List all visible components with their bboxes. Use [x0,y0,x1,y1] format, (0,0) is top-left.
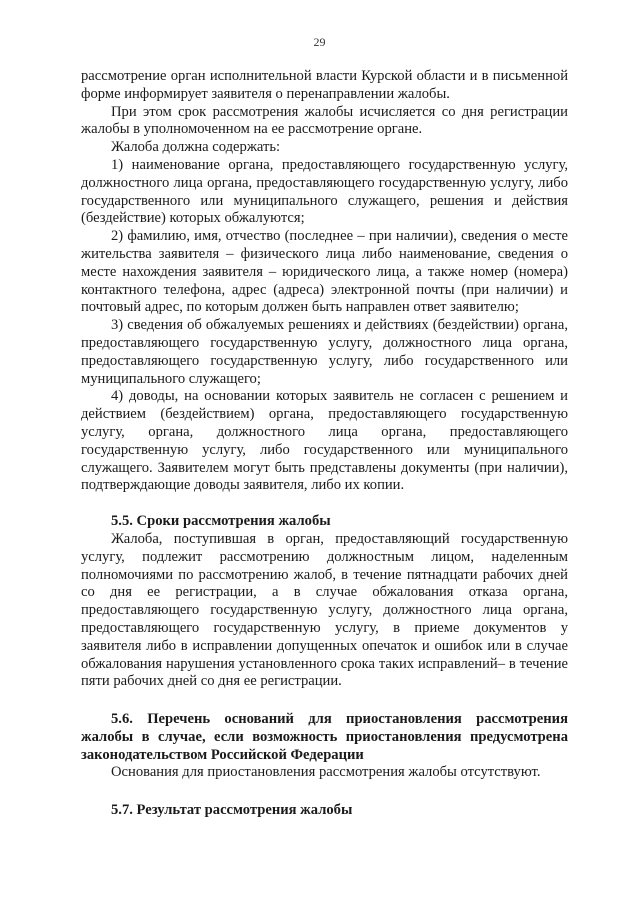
section-text-5-6: Основания для приостановления рассмотрения жалобы отсутствуют. [111,764,541,781]
paragraph-continuation: рассмотрение орган исполнительной власти Курской области и в письменной форме информирует заявителя о перенаправлении жалобы. [81,68,568,102]
list-item-4: 4) доводы, на основании которых заявитель не согласен с решением и действием (бездействием) органа, предоставляющего государственную услугу, органа, должностного лица органа, предоставляющего государственную услугу, либо государственного или муниципального служащего. Заявителем могут быть представлены документы (при наличии), подтверждающие доводы заявителя, либо их копии. [81,388,568,494]
paragraph-deadline: При этом срок рассмотрения жалобы исчисляется со дня регистрации жалобы в уполномоченном на ее рассмотрение органе. [81,103,568,138]
section-heading-5-7: 5.7. Результат рассмотрения жалобы [111,802,353,819]
list-item-1: 1) наименование органа, предоставляющего государственную услугу, должностного лица органа, предоставляющего государственную услугу, либо государственного или муниципального служащего, решения и действия (бездействие) которых обжалуются; [81,156,568,227]
list-item-2: 2) фамилию, имя, отчество (последнее – при наличии), сведения о месте жительства заявителя – физического лица либо наименование, сведения о месте нахождения заявителя – юридического лица, а также номер (номера) контактного телефона, адрес (адреса) электронной почты (при наличии) и почтовый адрес, по которым должен быть направлен ответ заявителю; [81,228,568,316]
document-body [81,68,568,820]
page-number: 29 [313,35,326,49]
section-heading-5-5: 5.5. Сроки рассмотрения жалобы [111,513,331,530]
paragraph-complaint-contents: Жалоба должна содержать: [111,139,281,156]
section-heading-5-6: 5.6. Перечень оснований для приостановления рассмотрения жалобы в случае, если возможность приостановления предусмотрена законодательством Российской Федерации [81,711,568,763]
list-item-3: 3) сведения об обжалуемых решениях и действиях (бездействии) органа, предоставляющего государственную услугу, должностного лица органа, предоставляющего государственную услугу, либо государственного или муниципального служащего; [81,317,568,387]
section-text-5-5: Жалоба, поступившая в орган, предоставляющий государственную услугу, подлежит рассмотрению должностным лицом, наделенным полномочиями по рассмотрению жалоб, в течение пятнадцати рабочих дней со дня ее регистрации, а в случае обжалования отказа органа, предоставляющего государственную услугу, должностного лица органа, предоставляющего государственную услугу, в приеме документов у заявителя либо в исправлении допущенных опечаток и ошибок или в случае обжалования нарушения установленного срока таких исправлений– в течение пяти рабочих дней со дня ее регистрации. [81,530,568,690]
